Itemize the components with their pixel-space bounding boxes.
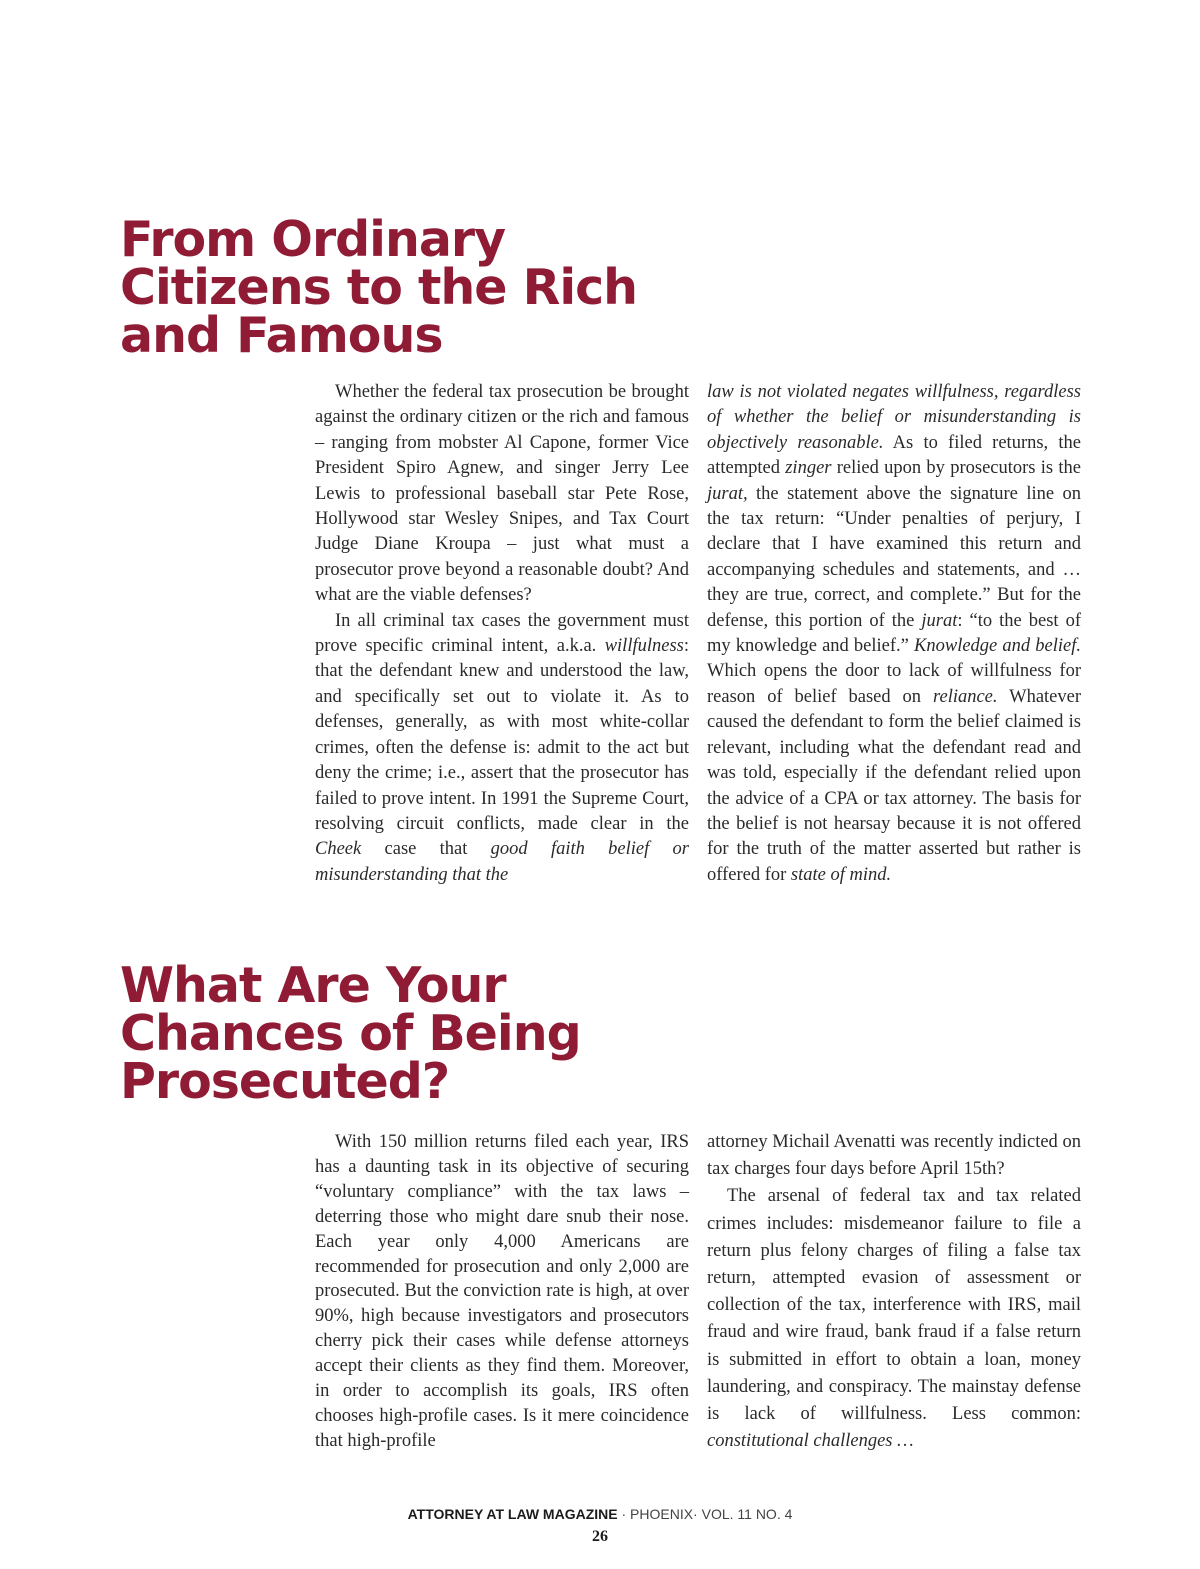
paragraph: With 150 million returns filed each year, IRS has a daunting task in its objective of securing “voluntary compliance” with the tax laws – deterring those who might dare snub their nose. Each year only 4,000 Americans are recommended for prosecution and only 2,000 are prosecuted. But the conviction rate is high, at over 90%, high because investigators and prosecutors cherry pick their cases while defense attorneys accept their clients as they find them. Moreover, in order to accomplish its goals, IRS often chooses high-profile cases. Is it mere coincidence that high-profile <box>315 1132 689 1451</box>
paragraph: attorney Michail Avenatti was recently indicted on tax charges four days before April 15th? <box>707 1132 1081 1180</box>
text-run: Which opens the door to lack of willfulness for reason of belief based on <box>707 661 1081 707</box>
heading-line: Chances of Being <box>120 1005 581 1062</box>
body-column-right <box>707 380 1081 888</box>
page-number: 26 <box>592 1528 608 1545</box>
italic-run: Cheek <box>315 839 362 860</box>
italic-run: law is not violated negates willfulness, regardless of whether the belief or misunderstanding is objectively reasonable. <box>707 382 1081 453</box>
italic-run: willfulness <box>604 636 684 657</box>
edition-info: · PHOENIX· VOL. 11 NO. 4 <box>617 1506 793 1522</box>
text-run: In all criminal tax cases the government must prove specific criminal intent, a.k.a. <box>315 610 689 657</box>
body-column-left <box>315 380 689 888</box>
italic-run: jurat <box>921 610 958 631</box>
body-column-right <box>707 1129 1081 1455</box>
text-run: relied upon by prosecutors is the <box>831 458 1081 479</box>
heading-line: Citizens to the Rich <box>120 259 638 316</box>
text-run: As to filed returns, the attempted <box>707 432 1081 479</box>
text-run: the statement above the signature line on the tax return: “Under penalties of perjury, I declare that I have examined this return and accompanying schedules and statements, and … they are true, correct, and complete.” But for the defense, this portion of the <box>707 483 1081 631</box>
text-run: case that <box>361 839 491 860</box>
paragraph <box>707 1183 1081 1455</box>
magazine-name: ATTORNEY AT LAW MAGAZINE <box>407 1506 618 1522</box>
text-run: : “to the best of my knowledge and belief.” <box>707 610 1081 657</box>
italic-run: zinger <box>785 458 832 479</box>
page-footer <box>0 1506 1200 1524</box>
heading-line: From Ordinary <box>120 211 506 268</box>
text-run: : that the defendant knew and understood the law, and specifically set out to violate it. As to defenses, generally, as with most white-collar crimes, often the defense is: admit to the act but deny the crime; i.e., assert that the prosecutor has failed to prove intent. In 1991 the Supreme Court, resolving circuit conflicts, made clear in the <box>315 636 689 834</box>
paragraph <box>707 380 1081 888</box>
section-heading <box>120 957 581 1110</box>
body-column-left <box>315 1130 689 1454</box>
heading-line: Prosecuted? <box>120 1053 450 1110</box>
text-run: Whatever caused the defendant to form the belief claimed is relevant, including what the defendant read and was told, especially if the defendant relied upon the advice of a CPA or tax attorney. The basis for the belief is not hearsay because it is not offered for the truth of the matter asserted but rather is offered for <box>707 686 1081 885</box>
italic-run: constitutional challenges … <box>707 1431 914 1452</box>
section-heading <box>120 211 638 364</box>
heading-line: and Famous <box>120 307 443 364</box>
italic-run: reliance. <box>932 686 998 707</box>
italic-run: state of mind. <box>790 864 892 885</box>
italic-run: good faith belief or misunderstanding that the <box>315 839 689 885</box>
heading-line: What Are Your <box>120 957 506 1014</box>
paragraph: Whether the federal tax prosecution be brought against the ordinary citizen or the rich and famous – ranging from mobster Al Capone, former Vice President Spiro Agnew, and singer Jerry Lee Lewis to professional baseball star Pete Rose, Hollywood star Wesley Snipes, and Tax Court Judge Diane Kroupa – just what must a prosecutor prove beyond a reasonable doubt? And what are the viable defenses? <box>315 382 689 606</box>
text-run: The arsenal of federal tax and tax related crimes includes: misdemeanor failure to file a return plus felony charges of filing a false tax return, attempted evasion of assessment or collection of the tax, interference with IRS, mail fraud and wire fraud, bank fraud if a false return is submitted in effort to obtain a loan, money laundering, and conspiracy. The mainstay defense is lack of willfulness. Less common: <box>707 1186 1081 1425</box>
italic-run: Knowledge and belief. <box>914 636 1081 657</box>
italic-run: jurat, <box>707 483 748 504</box>
paragraph <box>315 609 689 888</box>
